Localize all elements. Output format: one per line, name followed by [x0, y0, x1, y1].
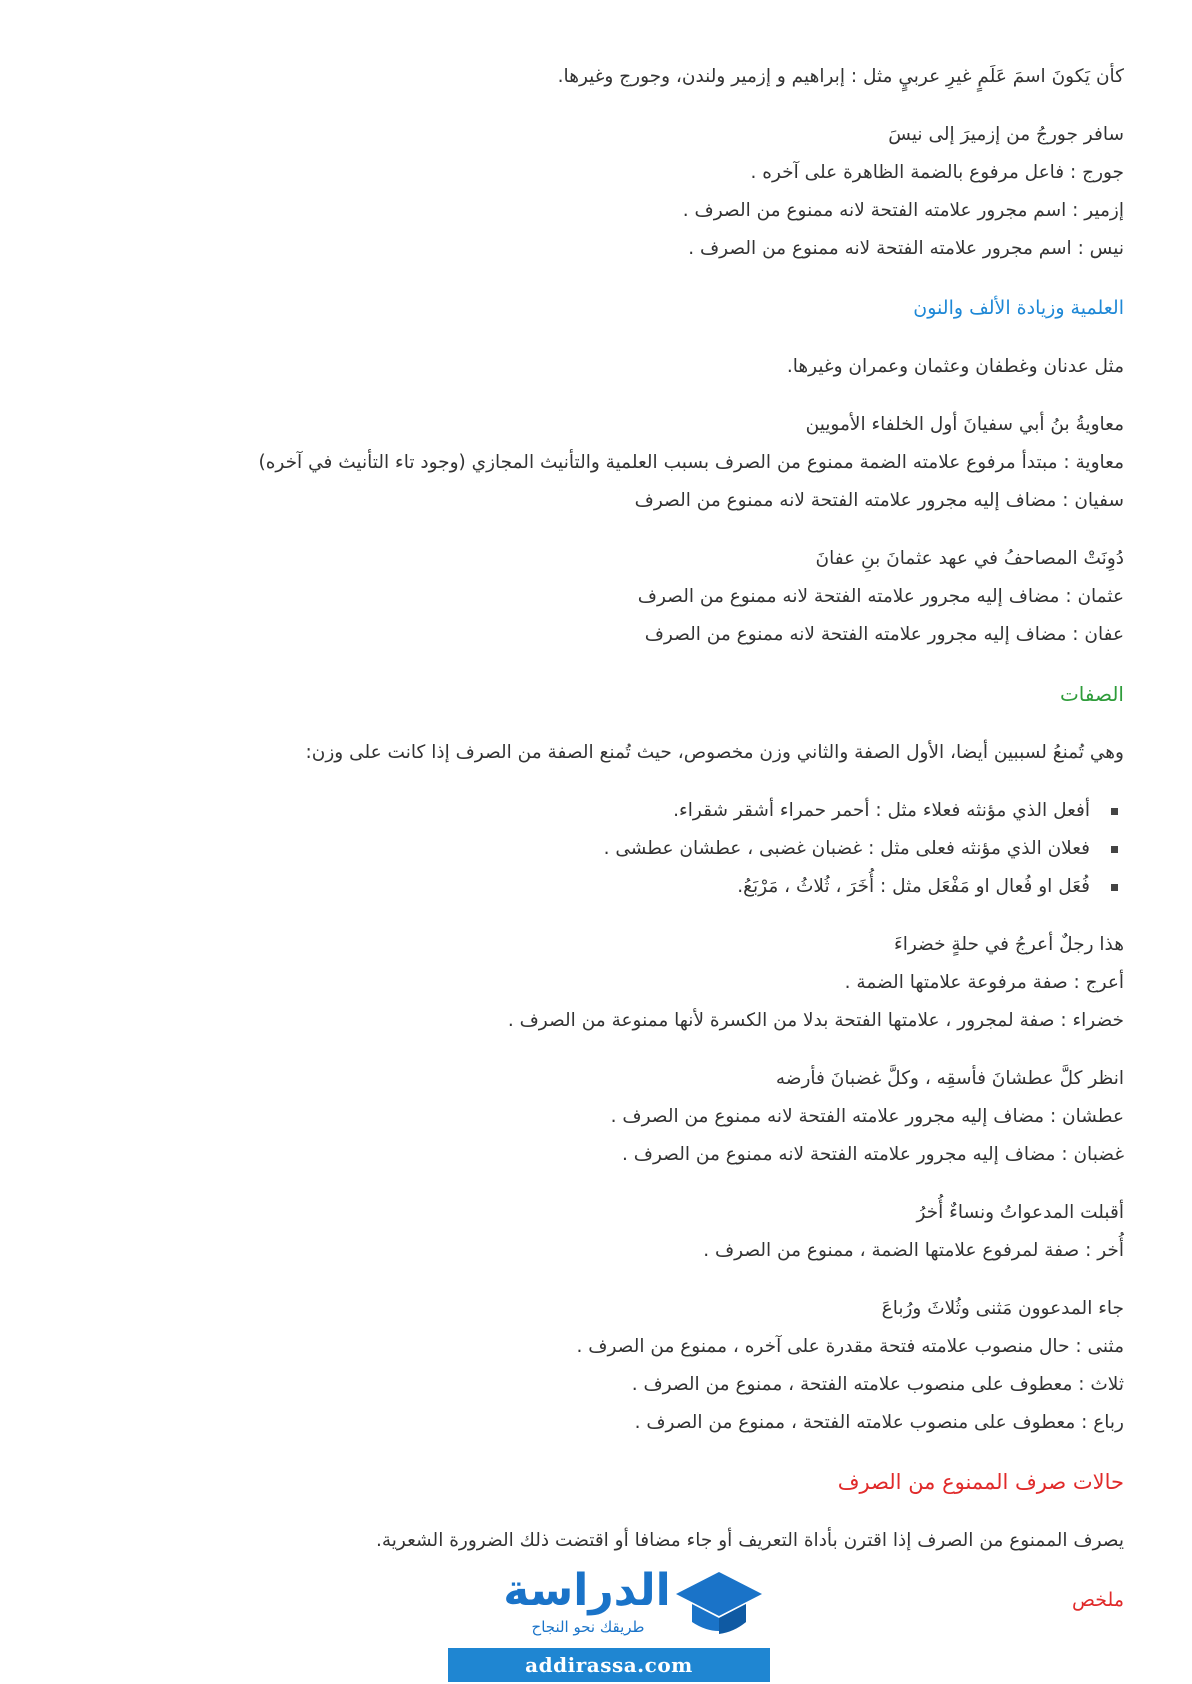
sifat-bullet-list	[54, 792, 1124, 906]
parse-line: عفان : مضاف إليه مجرور علامته الفتحة لانه ممنوع من الصرف	[644, 624, 1124, 645]
parse-line: عطشان : مضاف إليه مجرور علامته الفتحة لانه ممنوع من الصرف .	[610, 1106, 1124, 1127]
parse-line: غضبان : مضاف إليه مجرور علامته الفتحة لانه ممنوع من الصرف .	[622, 1144, 1124, 1165]
logo-url[interactable]: addirassa.com	[448, 1648, 770, 1682]
parse-line: إزمير : اسم مجرور علامته الفتحة لانه ممنوع من الصرف .	[682, 200, 1124, 221]
logo-title: الدراسة	[503, 1565, 671, 1616]
example-block-3	[54, 540, 1124, 654]
example-block-7	[54, 1290, 1124, 1442]
site-logo[interactable]	[448, 1566, 770, 1684]
parse-line: سفيان : مضاف إليه مجرور علامته الفتحة لانه ممنوع من الصرف	[634, 490, 1124, 511]
example-sentence: دُوِنَتْ المصاحفُ في عهد عثمانَ بنِ عفانَ	[815, 548, 1124, 569]
example-block-5	[54, 1060, 1124, 1174]
parse-line: ثلاث : معطوف على منصوب علامته الفتحة ، ممنوع من الصرف .	[631, 1374, 1124, 1395]
intro-text: كأن يَكونَ اسمَ عَلَمٍ غيرِ عربيٍ مثل : إبراهيم و إزمير ولندن، وجورج وغيرها.	[557, 66, 1124, 87]
article-body	[54, 58, 1124, 1640]
square-bullet-icon	[1111, 808, 1118, 815]
example-sentence: معاويةُ بنُ أبي سفيانَ أول الخلفاء الأمويين	[805, 414, 1124, 435]
parse-line: عثمان : مضاف إليه مجرور علامته الفتحة لانه ممنوع من الصرف	[637, 586, 1124, 607]
example-block-1	[54, 116, 1124, 268]
intro-paragraph	[54, 58, 1124, 96]
parse-line: نيس : اسم مجرور علامته الفتحة لانه ممنوع من الصرف .	[688, 238, 1124, 259]
example-sentence: أقبلت المدعواتُ ونساءٌ أُخرُ	[916, 1202, 1124, 1223]
cases-text: يصرف الممنوع من الصرف إذا اقترن بأداة التعريف أو جاء مضافا أو اقتضت ذلك الضرورة الشعرية.	[375, 1530, 1124, 1551]
heading-cases: حالات صرف الممنوع من الصرف	[837, 1470, 1124, 1494]
parse-line: أعرج : صفة مرفوعة علامتها الضمة .	[844, 972, 1124, 993]
alif-nun-examples	[54, 348, 1124, 386]
examples-text: مثل عدنان وغطفان وعثمان وعمران وغيرها.	[786, 356, 1124, 377]
square-bullet-icon	[1111, 846, 1118, 853]
parse-line: جورج : فاعل مرفوع بالضمة الظاهرة على آخره .	[750, 162, 1124, 183]
cases-paragraph	[54, 1522, 1124, 1560]
square-bullet-icon	[1111, 884, 1118, 891]
sifat-intro-text: وهي تُمنعُ لسببين أيضا، الأول الصفة والثاني وزن مخصوص، حيث تُمنع الصفة من الصرف إذا كانت على وزن:	[305, 742, 1124, 763]
heading-sifat: الصفات	[1059, 682, 1124, 706]
heading-summary: ملخص	[1071, 1589, 1124, 1611]
example-sentence: انظر كلَّ عطشانَ فأسقِه ، وكلَّ غضبانَ فأرضه	[775, 1068, 1124, 1089]
example-block-6	[54, 1194, 1124, 1270]
parse-line: مثنى : حال منصوب علامته فتحة مقدرة على آخره ، ممنوع من الصرف .	[576, 1336, 1124, 1357]
heading-alif-nun: العلمية وزيادة الألف والنون	[913, 297, 1124, 319]
example-sentence: سافر جورجُ من إزميرَ إلى نيسَ	[888, 124, 1124, 145]
logo-tagline: طريقك نحو النجاح	[531, 1618, 645, 1636]
parse-line: معاوية : مبتدأ مرفوع علامته الضمة ممنوع من الصرف بسبب العلمية والتأنيث المجازي (وجود تاء التأنيث في آخره)	[258, 452, 1124, 473]
parse-line: أُخر : صفة لمرفوع علامتها الضمة ، ممنوع من الصرف .	[703, 1240, 1124, 1261]
example-sentence: هذا رجلٌ أعرجُ في حلةٍ خضراءَ	[894, 934, 1124, 955]
list-item-text: فعلان الذي مؤنثه فعلى مثل : غضبان غضبى ، عطشان عطشى .	[603, 838, 1090, 859]
example-block-2	[54, 406, 1124, 520]
sifat-intro	[54, 734, 1124, 772]
parse-line: رباع : معطوف على منصوب علامته الفتحة ، ممنوع من الصرف .	[634, 1412, 1124, 1433]
example-sentence: جاء المدعوون مَثنى وثُلاثَ ورُباعَ	[881, 1298, 1124, 1319]
list-item-text: فُعَل او فُعال او مَفْعَل مثل : أُخَرَ ، ثُلاثُ ، مَرْبَعُ.	[737, 876, 1090, 897]
list-item	[54, 868, 1124, 906]
graduation-cap-icon	[674, 1568, 764, 1642]
example-block-4	[54, 926, 1124, 1040]
parse-line: خضراء : صفة لمجرور ، علامتها الفتحة بدلا من الكسرة لأنها ممنوعة من الصرف .	[507, 1010, 1124, 1031]
list-item	[54, 830, 1124, 868]
list-item-text: أفعل الذي مؤنثه فعلاء مثل : أحمر حمراء أشقر شقراء.	[673, 800, 1090, 821]
list-item	[54, 792, 1124, 830]
